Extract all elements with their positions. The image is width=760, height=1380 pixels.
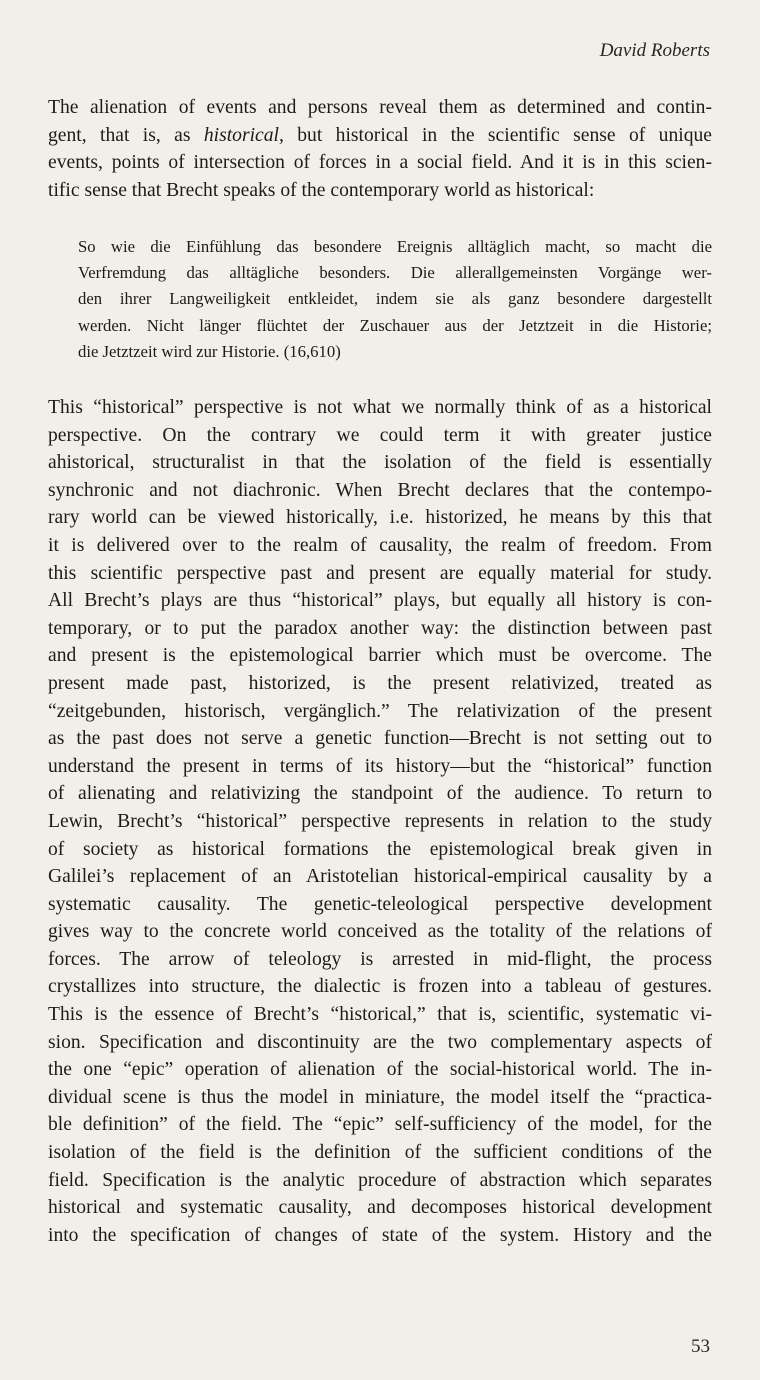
text-line: events, points of intersection of forces in a social field. And it is in this scien- bbox=[48, 152, 712, 174]
text-line: “zeitgebunden, historisch, vergänglich.” The relativization of the present bbox=[48, 700, 712, 722]
block-quotation bbox=[78, 234, 712, 365]
paragraph-2 bbox=[48, 394, 712, 1249]
quote-line: Verfremdung das alltägliche besonders. Die allerallgemeinsten Vorgänge wer- bbox=[78, 263, 712, 283]
text-line: perspective. On the contrary we could term it with greater justice bbox=[48, 424, 712, 446]
text-line: this scientific perspective past and present are equally material for study. bbox=[48, 562, 712, 584]
text-line: crystallizes into structure, the dialectic is frozen into a tableau of gestures. bbox=[48, 976, 712, 998]
text-line: tific sense that Brecht speaks of the contemporary world as historical: bbox=[48, 179, 595, 201]
text-line: of alienating and relativizing the standpoint of the audience. To return to bbox=[48, 783, 712, 805]
text-line: This “historical” perspective is not what we normally think of as a historical bbox=[48, 397, 712, 418]
text-line: the one “epic” operation of alienation of the social-historical world. The in- bbox=[48, 1059, 712, 1081]
text-line: The alienation of events and persons reveal them as determined and contin- bbox=[48, 97, 712, 118]
text-line: as the past does not serve a genetic function—Brecht is not setting out to bbox=[48, 728, 712, 750]
text-line bbox=[48, 122, 712, 150]
text-line: isolation of the field is the definition of the sufficient conditions of the bbox=[48, 1142, 712, 1164]
text-line: ahistorical, structuralist in that the isolation of the field is essentially bbox=[48, 452, 712, 474]
running-head-author: David Roberts bbox=[599, 40, 710, 61]
text-line: understand the present in terms of its history—but the “historical” function bbox=[48, 755, 712, 777]
text-line: into the specification of changes of state of the system. History and the bbox=[48, 1224, 712, 1246]
text-line: gives way to the concrete world conceived as the totality of the relations of bbox=[48, 921, 712, 943]
text-line: rary world can be viewed historically, i.e. historized, he means by this that bbox=[48, 507, 712, 529]
text-line: This is the essence of Brecht’s “historical,” that is, scientific, systematic vi- bbox=[48, 1004, 712, 1026]
text-line: Galilei’s replacement of an Aristotelian historical-empirical causality by a bbox=[48, 866, 712, 888]
quote-line: werden. Nicht länger flüchtet der Zuschauer aus der Jetztzeit in die Historie; bbox=[78, 315, 712, 335]
quote-line: So wie die Einfühlung das besondere Ereignis alltäglich macht, so macht die bbox=[78, 237, 712, 256]
text-segment: gent, that is, as bbox=[48, 124, 204, 146]
page-number: 53 bbox=[691, 1336, 710, 1357]
text-line: of society as historical formations the epistemological break given in bbox=[48, 838, 712, 860]
quote-line: den ihrer Langweiligkeit entkleidet, indem sie als ganz besondere dargestellt bbox=[78, 289, 712, 309]
italic-historical: historical, bbox=[203, 124, 284, 146]
text-line: temporary, or to put the paradox another way: the distinction between past bbox=[48, 617, 712, 639]
quote-line: die Jetztzeit wird zur Historie. (16,610) bbox=[78, 341, 341, 361]
text-line: All Brecht’s plays are thus “historical” plays, but equally all history is con- bbox=[48, 590, 712, 612]
text-line: and present is the epistemological barrier which must be overcome. The bbox=[48, 645, 712, 667]
text-line: systematic causality. The genetic-teleological perspective development bbox=[48, 893, 712, 915]
text-line: dividual scene is thus the model in miniature, the model itself the “practica- bbox=[48, 1086, 712, 1108]
text-segment: but historical in the scientific sense of unique bbox=[283, 124, 712, 146]
text-line: it is delivered over to the realm of causality, the realm of freedom. From bbox=[48, 534, 712, 556]
text-line: forces. The arrow of teleology is arrested in mid-flight, the process bbox=[48, 948, 712, 970]
text-line: sion. Specification and discontinuity are the two complementary aspects of bbox=[48, 1031, 712, 1053]
text-line: historical and systematic causality, and decomposes historical development bbox=[48, 1197, 712, 1219]
text-line: present made past, historized, is the present relativized, treated as bbox=[48, 672, 712, 694]
text-line: synchronic and not diachronic. When Brecht declares that the contempo- bbox=[48, 479, 712, 501]
text-line: Lewin, Brecht’s “historical” perspective represents in relation to the study bbox=[48, 810, 712, 832]
text-line: ble definition” of the field. The “epic” self-sufficiency of the model, for the bbox=[48, 1114, 712, 1136]
paragraph-1 bbox=[48, 94, 712, 204]
text-line: field. Specification is the analytic procedure of abstraction which separates bbox=[48, 1169, 712, 1191]
